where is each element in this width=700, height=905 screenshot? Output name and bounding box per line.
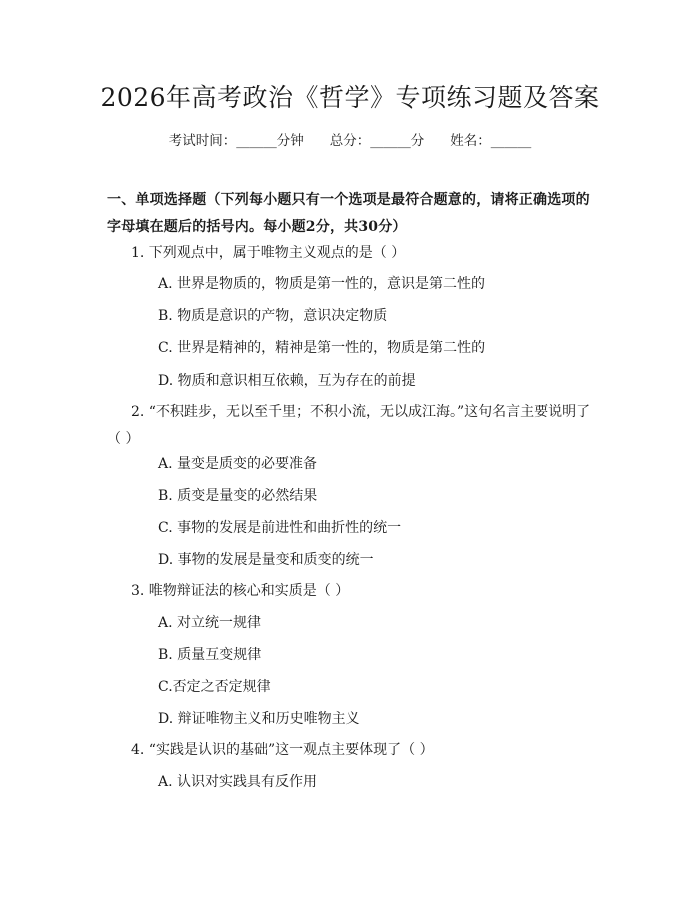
question-1-stem: 1. 下列观点中，属于唯物主义观点的是（ ） [131,245,406,261]
question-1-option-a: A. 世界是物质的，物质是第一性的，意识是第二性的 [158,276,486,292]
question-3-option-a: A. 对立统一规律 [158,615,262,631]
question-3-option-d: D. 辩证唯物主义和历史唯物主义 [158,711,360,727]
question-4-stem: 4. “实践是认识的基础”这一观点主要体现了（ ） [131,742,434,758]
question-3-stem: 3. 唯物辩证法的核心和实质是（ ） [131,583,350,599]
document-title: 2026年高考政治《哲学》专项练习题及答案 [100,83,600,112]
student-name-label: 姓名：______ [450,133,532,149]
question-1-option-d: D. 物质和意识相互依赖，互为存在的前提 [158,373,416,389]
question-2-stem: 2. “不积跬步，无以至千里；不积小流，无以成江海。”这句名言主要说明了（ ） [107,404,591,447]
exam-meta [0,131,700,151]
question-2-option-c: C. 事物的发展是前进性和曲折性的统一 [158,520,402,536]
question-1-option-c: C. 世界是精神的，精神是第一性的，物质是第二性的 [158,340,486,356]
total-score-label: 总分：______分 [329,133,425,149]
question-1-option-b: B. 物质是意识的产物，意识决定物质 [158,308,388,324]
question-4-option-a: A. 认识对实践具有反作用 [158,774,318,790]
exam-time-label: 考试时间：______分钟 [168,133,304,149]
question-3-option-b: B. 质量互变规律 [158,647,262,663]
section-heading: 一、单项选择题（下列每小题只有一个选项是最符合题意的，请将正确选项的字母填在题后的括号内。每小题2分，共30分） [107,192,590,235]
question-2-option-a: A. 量变是质变的必要准备 [158,456,318,472]
question-2-option-d: D. 事物的发展是量变和质变的统一 [158,552,374,568]
question-2-option-b: B. 质变是量变的必然结果 [158,488,318,504]
question-3-option-c: C.否定之否定规律 [158,679,271,695]
